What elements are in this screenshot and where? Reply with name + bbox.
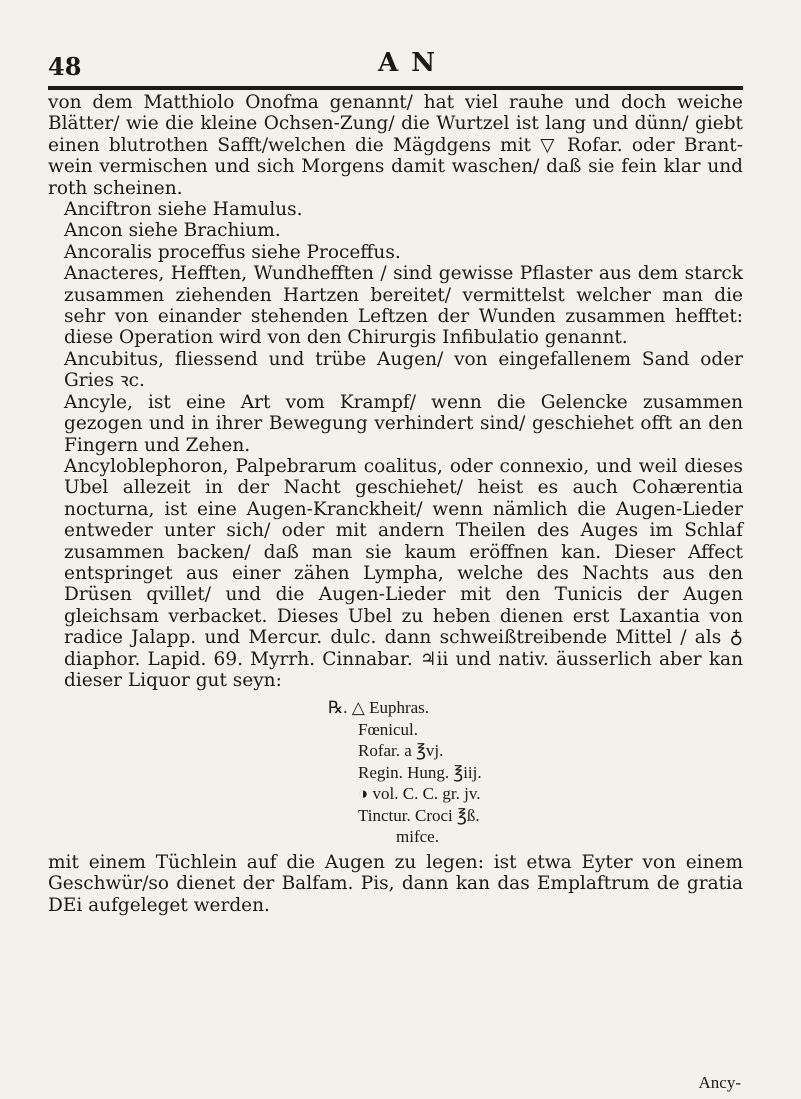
- header-rule: [48, 86, 743, 90]
- formula-line: Regin. Hung. ℥iij.: [358, 762, 482, 782]
- formula-line: ◑ vol. C. C. gr. jv.: [358, 784, 481, 804]
- entry-ancoralis: Ancoralis proceffus siehe Proceffus.: [64, 241, 401, 263]
- formula-line: mifce.: [396, 827, 439, 847]
- entry-ancteres: Anacteres, Hefften, Wundhefften / sind gewisse Pflaster aus dem starck zusammen ziehenden Hartzen bereitet/ vermittelst welcher man die sehr von einander stehenden Leftzen der Wunden zusammen hefftet: diese Operation wird von den Chirurgis Infibulatio genannt.: [64, 263, 743, 349]
- entry-ancubitus: Ancubitus, fliessend und trübe Augen/ von eingefallenem Sand oder Gries ꝛc.: [64, 348, 743, 392]
- formula-line: Rofar. a ℥vj.: [358, 741, 444, 761]
- body-text: [48, 92, 743, 916]
- page-header: [48, 48, 743, 88]
- paragraph-closing: mit einem Tüchlein auf die Augen zu legen: ist etwa Eyter von einem Geschwür/so dienet der Balfam. Pis, dann kan das Emplaftrum de gratia DEi aufgeleget werden.: [48, 851, 743, 916]
- page-number: 48: [48, 52, 82, 81]
- recipe-formula: [48, 697, 743, 848]
- formula-line: ℞. △ Euphras.: [328, 698, 430, 718]
- entry-anciftron: Anciftron siehe Hamulus.: [64, 199, 303, 221]
- running-head: A N: [378, 48, 437, 78]
- entry-ancon: Ancon siehe Brachium.: [64, 220, 281, 242]
- entry-ancyle: Ancyle, ist eine Art vom Krampf/ wenn die Gelencke zusammen gezogen und in ihrer Bewegung verhindert sind/ geschiehet offt an den Fingern und Zehen.: [64, 391, 743, 456]
- formula-line: Tinctur. Croci ℥ß.: [358, 805, 480, 825]
- catchword: Ancy-: [698, 1073, 741, 1092]
- formula-line: Fœnicul.: [358, 719, 418, 739]
- paragraph: von dem Matthiolo Onofma genannt/ hat viel rauhe und doch weiche Blätter/ wie die kleine Ochsen-Zung/ die Wurtzel ist lang und dünn/ giebt einen blutrothen Safft/welchen die Mägdgens mit ▽ Rofar. oder Brant-wein vermischen und sich Morgens damit waschen/ daß sie fein klar und roth scheinen.: [48, 92, 743, 199]
- entry-ancyloblephoron: Ancyloblephoron, Palpebrarum coalitus, oder connexio, und weil dieses Ubel allezeit in der Nacht geschiehet/ heist es auch Cohærentia nocturna, ist eine Augen-Kranckheit/ wenn nämlich die Augen-Lieder entweder unter sich/ oder mit andern Theilen des Auges im Schlaf zusammen backen/ daß man sie kaum eröffnen kan. Dieser Affect entspringet aus einer zähen Lympha, welche des Nachts aus den Drüsen qvillet/ und die Augen-Lieder mit den Tunicis der Augen gleichsam verbacket. Dieses Ubel zu heben dienen erst Laxantia von radice Jalapp. und Mercur. dulc. dann schweißtreibende Mittel / als ♁ diaphor. Lapid. 69. Myrrh. Cinnabar. ♃ii und nativ. äusserlich aber kan dieser Liquor gut seyn:: [64, 455, 743, 691]
